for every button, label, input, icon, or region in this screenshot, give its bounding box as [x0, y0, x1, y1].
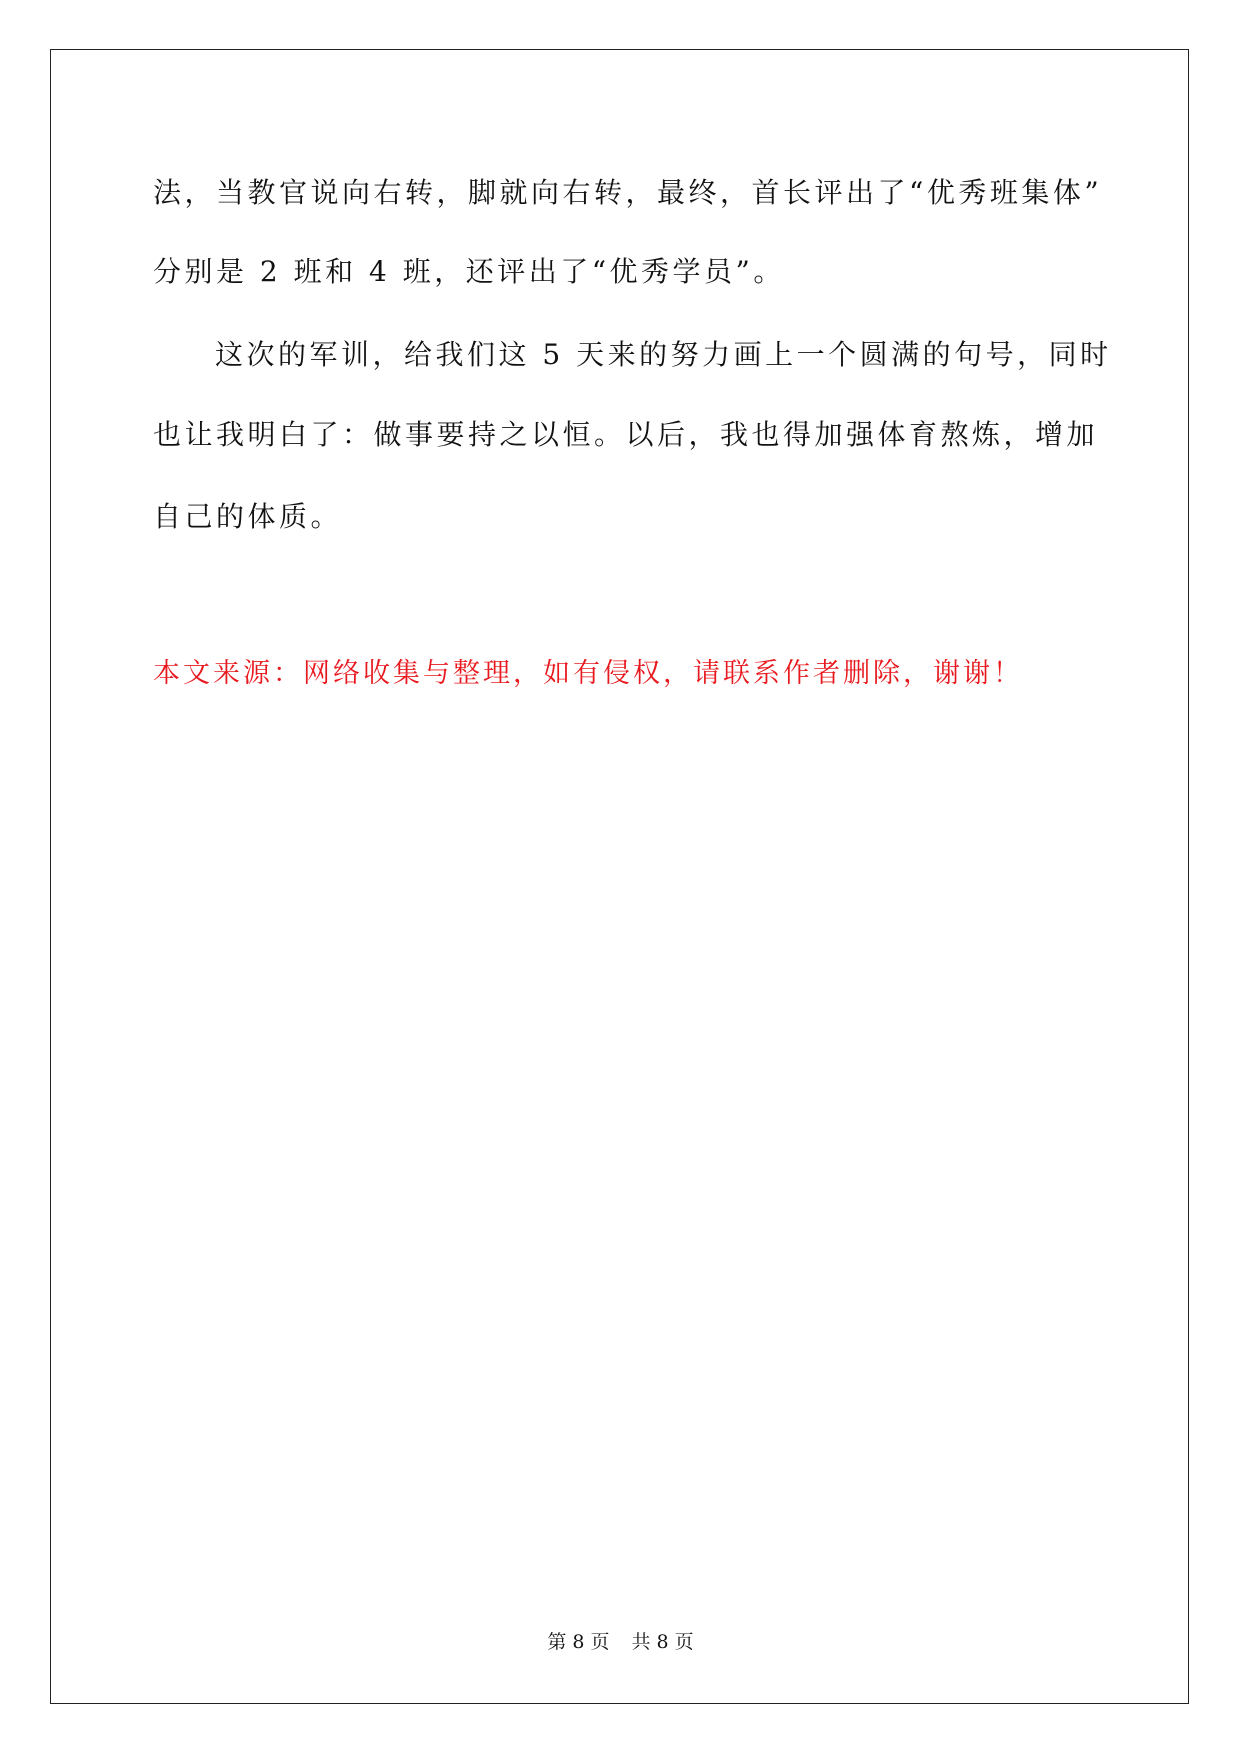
paragraph-first-line: 这次的军训，给我们这 5 天来的努力画上一个圆满的句号，同时 — [215, 338, 1112, 371]
body-text-line: 分别是 2 班和 4 班，还评出了“优秀学员”。 — [153, 255, 785, 288]
total-pages-label: 共 8 页 — [631, 1631, 694, 1653]
body-text-line: 自己的体质。 — [153, 500, 343, 533]
page-border — [50, 49, 1189, 1704]
body-text-line: 也让我明白了：做事要持之以恒。以后，我也得加强体育熬炼，增加 — [153, 418, 1099, 451]
source-disclaimer: 本文来源：网络收集与整理，如有侵权，请联系作者删除，谢谢！ — [153, 658, 1023, 689]
current-page-label: 第 8 页 — [547, 1631, 610, 1653]
body-text-line: 法，当教官说向右转，脚就向右转，最终，首长评出了“优秀班集体” — [153, 176, 1103, 209]
page-footer — [0, 1630, 1241, 1654]
